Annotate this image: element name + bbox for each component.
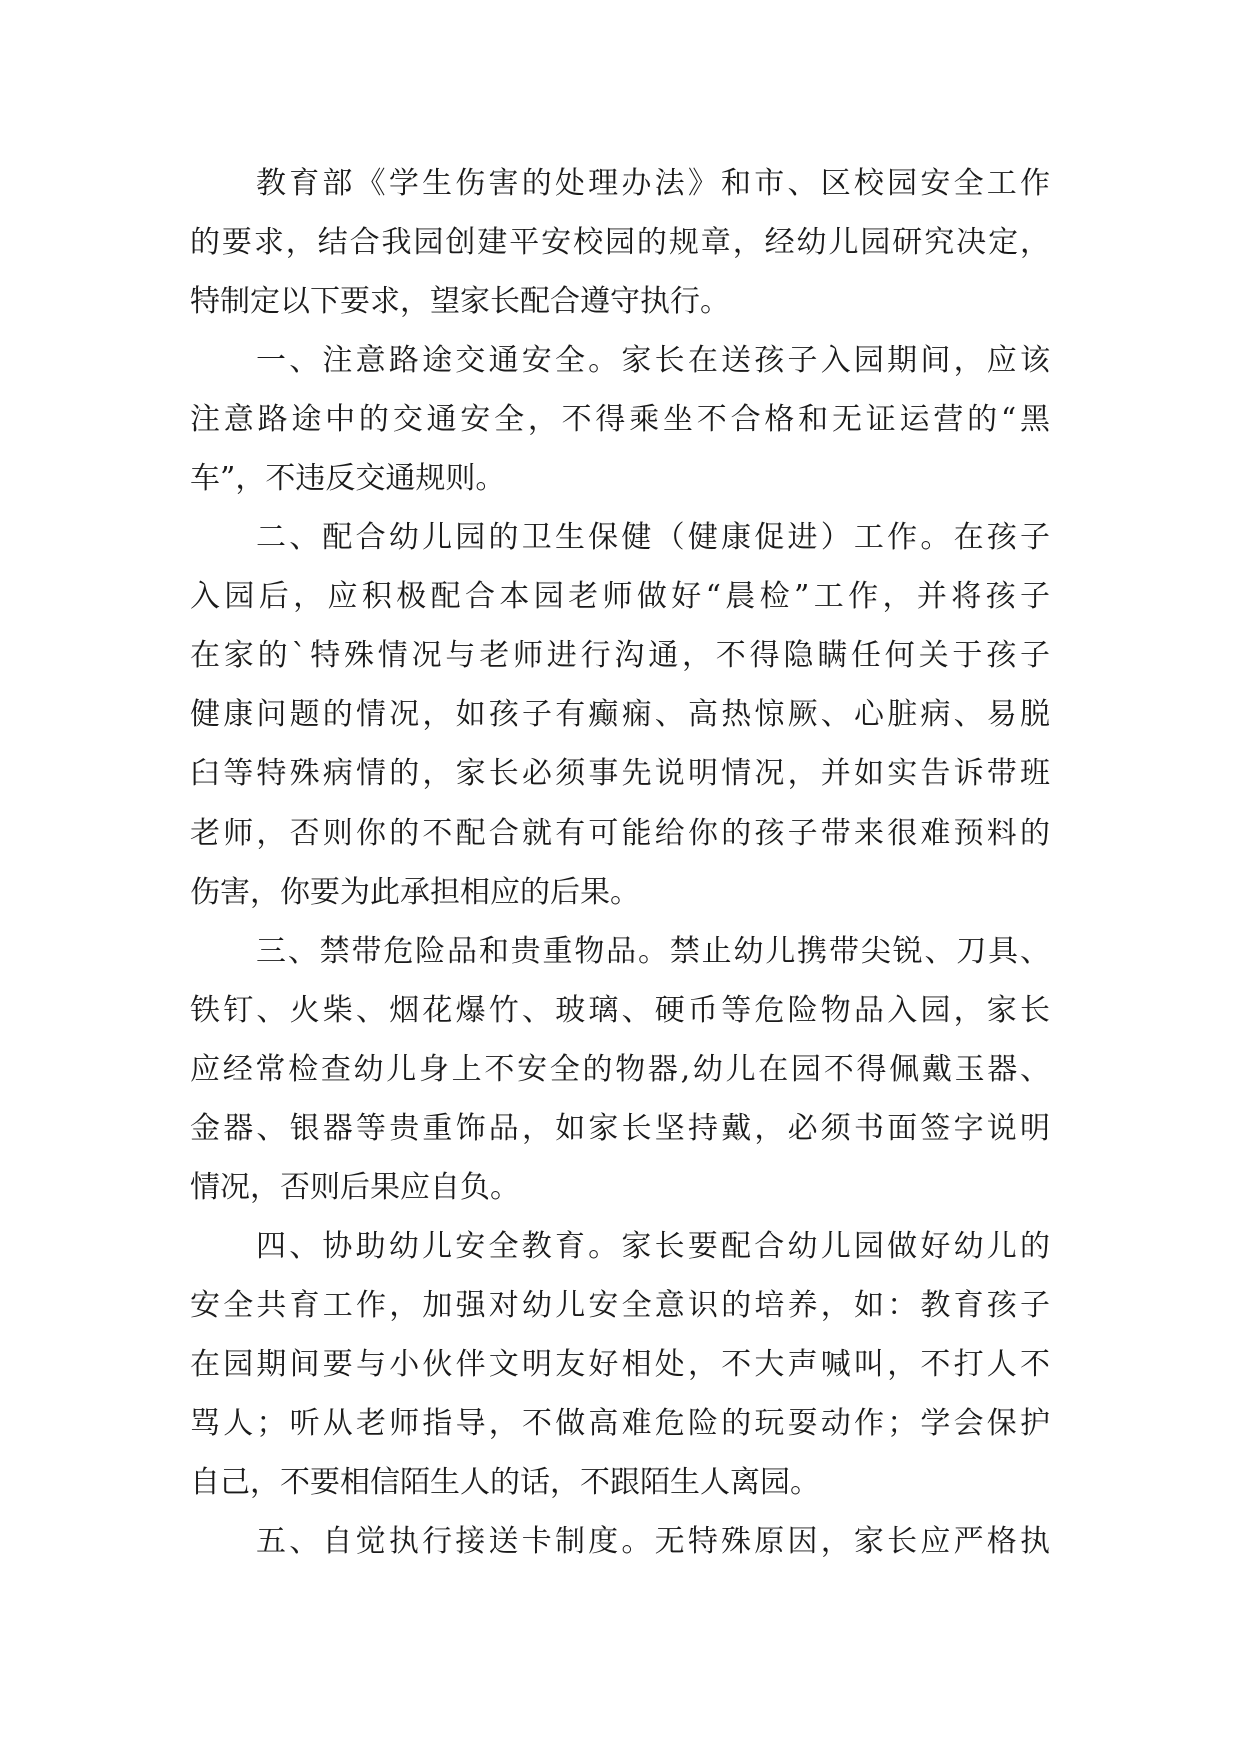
text-line: 三、禁带危险品和贵重物品。禁止幼儿携带尖锐、刀具、 [256, 933, 1050, 969]
text-line: 二、配合幼儿园的卫生保健（健康促进）工作。在孩子 [256, 520, 1050, 556]
text-line: 老师，否则你的不配合就有可能给你的孩子带来很难预料的 [190, 815, 1050, 851]
text-line: 健康问题的情况，如孩子有癫痫、高热惊厥、心脏病、易脱 [190, 697, 1050, 733]
text-line: 在家的`特殊情况与老师进行沟通，不得隐瞒任何关于孩子 [190, 638, 1050, 674]
text-line: 在园期间要与小伙伴文明友好相处，不大声喊叫，不打人不 [190, 1346, 1050, 1382]
text-line: 入园后，应积极配合本园老师做好“晨检”工作，并将孩子 [190, 579, 1050, 615]
document-body [190, 154, 1050, 1571]
text-line: 教育部《学生伤害的处理办法》和市、区校园安全工作 [256, 166, 1050, 201]
text-line: 四、协助幼儿安全教育。家长要配合幼儿园做好幼儿的 [256, 1228, 1050, 1264]
text-line: 的要求，结合我园创建平安校园的规章，经幼儿园研究决定， [190, 225, 1050, 261]
text-line: 骂人；听从老师指导，不做高难危险的玩耍动作；学会保护 [190, 1405, 1050, 1441]
text-line: 臼等特殊病情的，家长必须事先说明情况，并如实告诉带班 [190, 756, 1050, 792]
text-line: 应经常检查幼儿身上不安全的物器,幼儿在园不得佩戴玉器、 [190, 1051, 1050, 1087]
text-line: 一、注意路途交通安全。家长在送孩子入园期间，应该 [256, 343, 1050, 379]
text-line: 金器、银器等贵重饰品，如家长坚持戴，必须书面签字说明 [190, 1110, 1050, 1146]
text-line: 注意路途中的交通安全，不得乘坐不合格和无证运营的“黑 [190, 402, 1050, 438]
text-line: 车”，不违反交通规则。 [190, 461, 506, 497]
text-line: 特制定以下要求，望家长配合遵守执行。 [190, 284, 730, 320]
text-line: 五、自觉执行接送卡制度。无特殊原因，家长应严格执 [256, 1524, 1050, 1560]
text-line: 伤害，你要为此承担相应的后果。 [190, 874, 640, 910]
text-line: 自己，不要相信陌生人的话，不跟陌生人离园。 [190, 1465, 820, 1501]
text-line: 安全共育工作，加强对幼儿安全意识的培养，如：教育孩子 [190, 1287, 1050, 1323]
text-line: 情况，否则后果应自负。 [190, 1169, 520, 1205]
text-line: 铁钉、火柴、烟花爆竹、玻璃、硬币等危险物品入园，家长 [190, 992, 1050, 1028]
